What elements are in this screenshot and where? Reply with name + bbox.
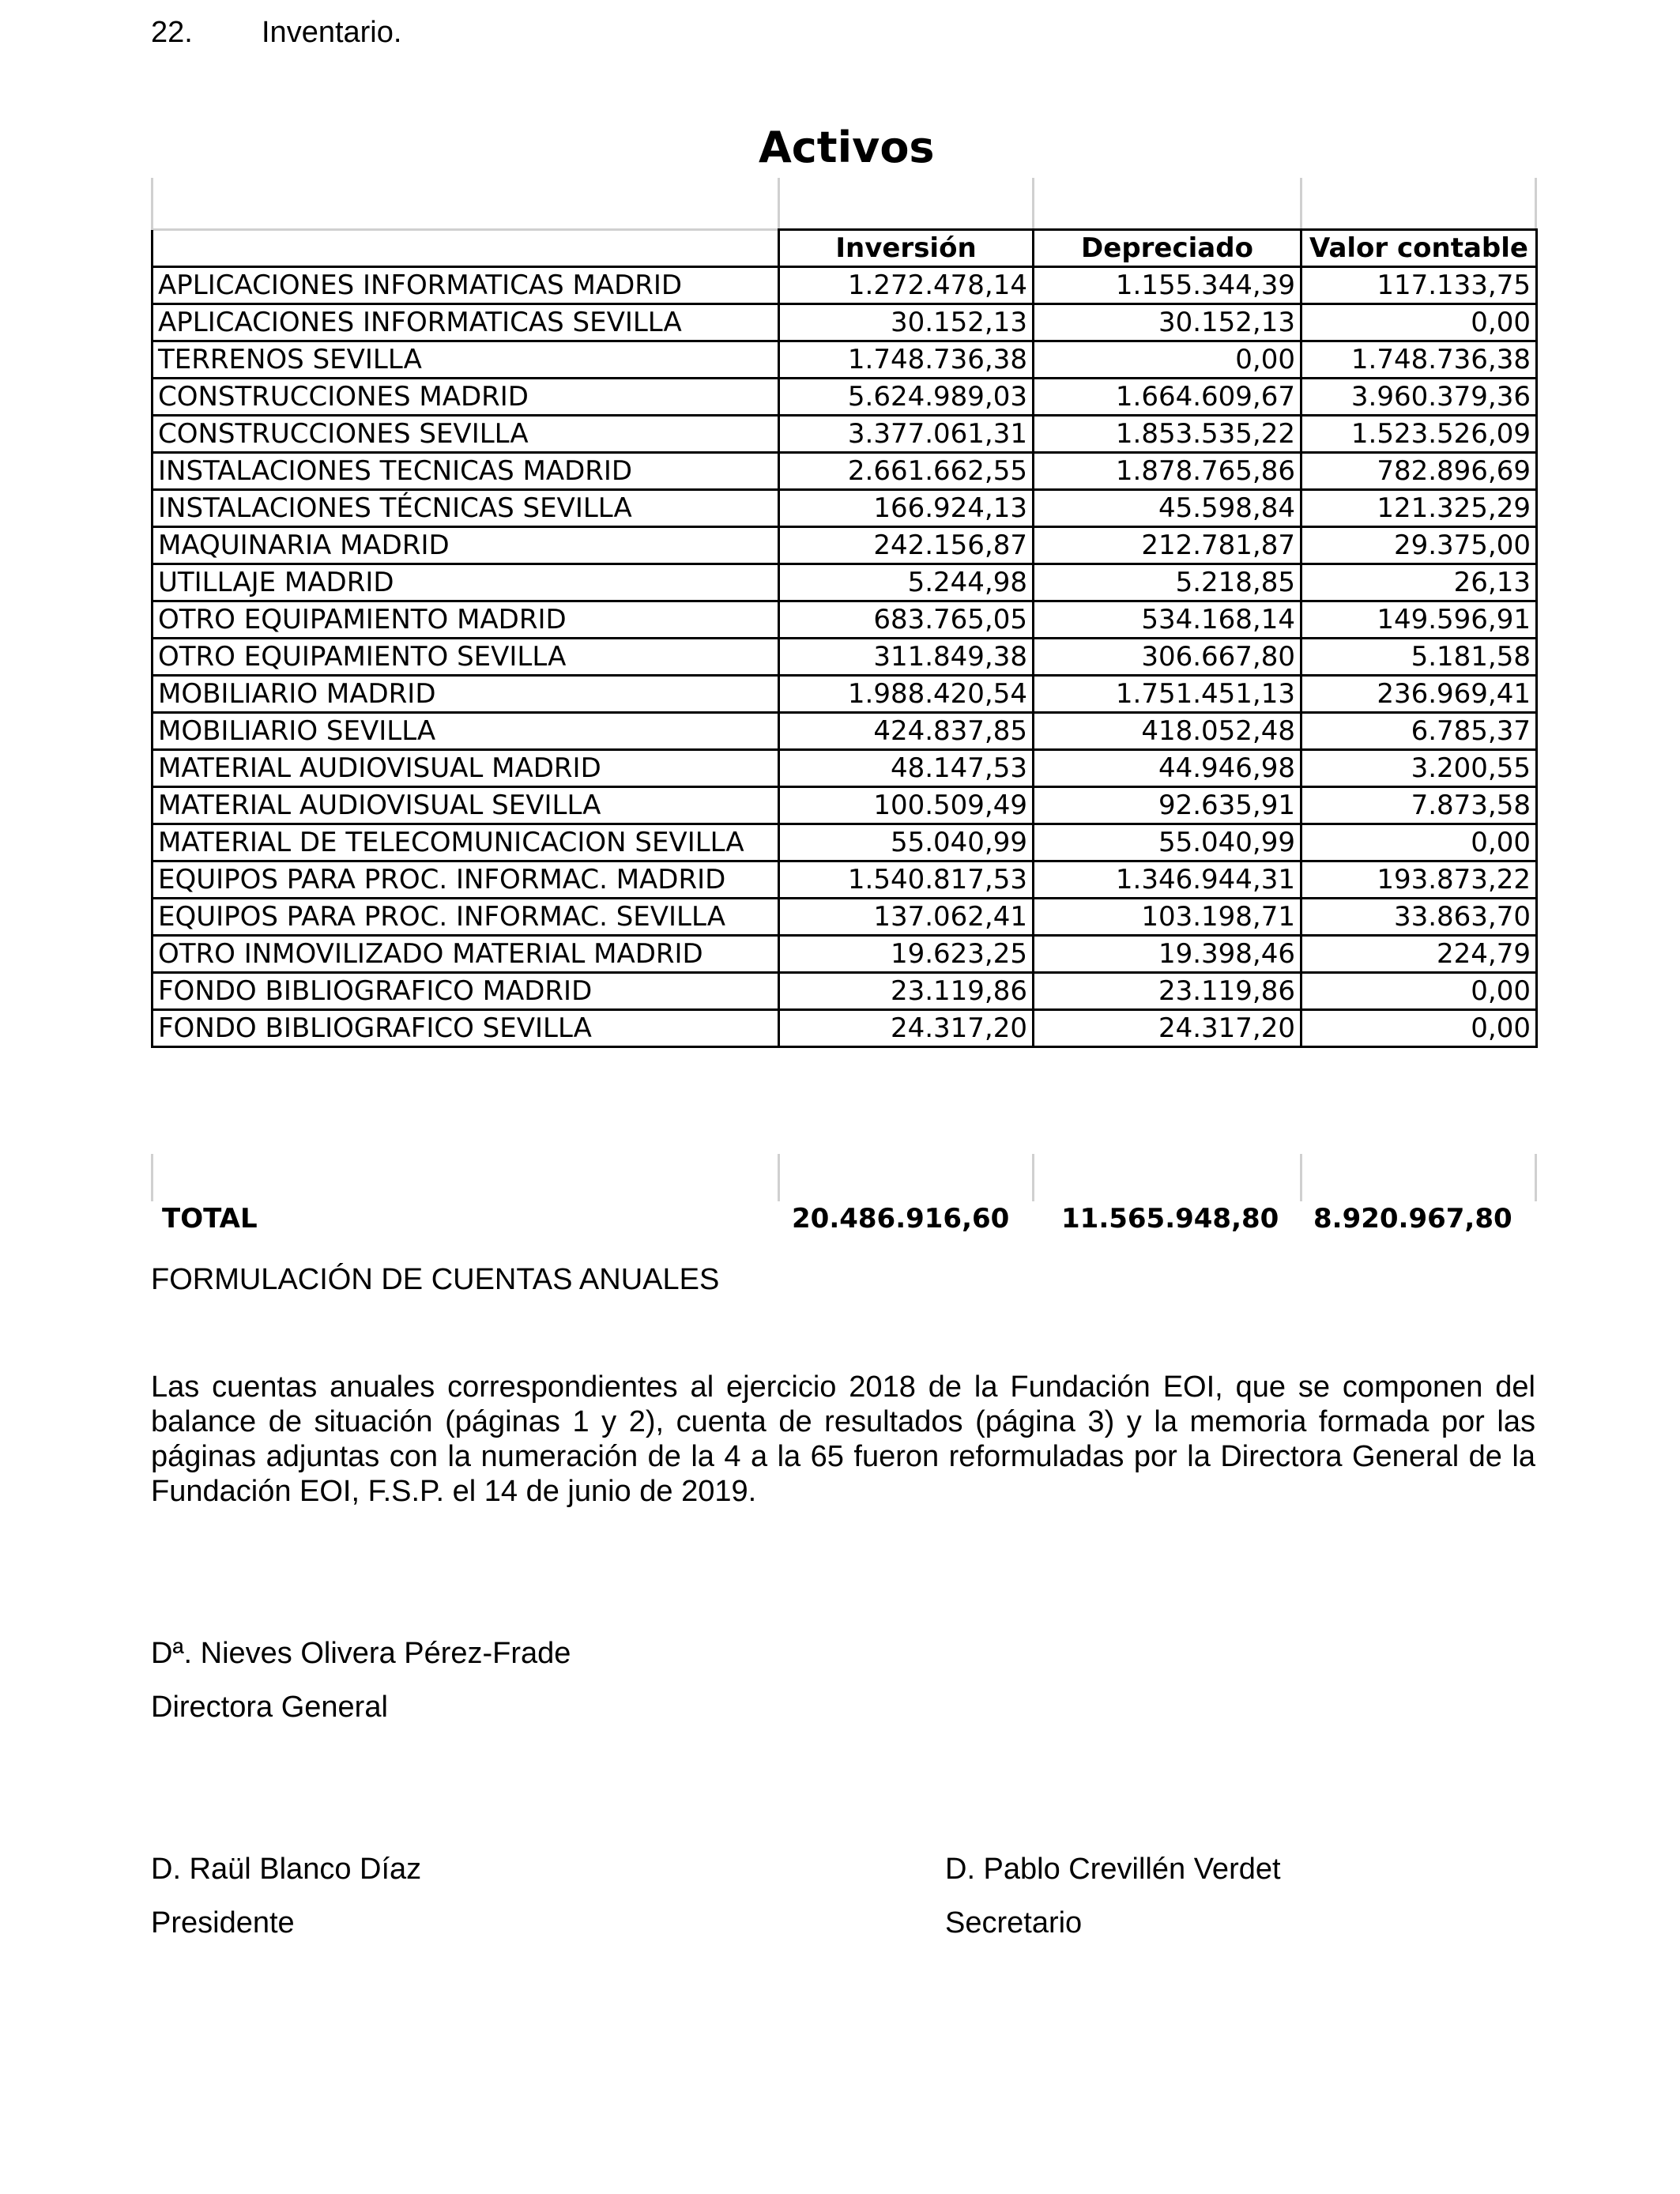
inversion-cell: 1.988.420,54 bbox=[779, 676, 1034, 713]
table-body bbox=[153, 267, 1537, 1047]
valor-contable-cell: 0,00 bbox=[1301, 824, 1537, 861]
valor-contable-cell: 236.969,41 bbox=[1301, 676, 1537, 713]
asset-name: MOBILIARIO SEVILLA bbox=[153, 713, 779, 750]
inversion-cell: 311.849,38 bbox=[779, 639, 1034, 676]
asset-name: EQUIPOS PARA PROC. INFORMAC. SEVILLA bbox=[153, 899, 779, 936]
depreciado-cell: 1.664.609,67 bbox=[1034, 379, 1301, 416]
table-row bbox=[153, 1010, 1537, 1047]
inversion-cell: 100.509,49 bbox=[779, 787, 1034, 824]
valor-contable-cell: 1.523.526,09 bbox=[1301, 416, 1537, 453]
asset-name: CONSTRUCCIONES MADRID bbox=[153, 379, 779, 416]
depreciado-cell: 55.040,99 bbox=[1034, 824, 1301, 861]
asset-name: FONDO BIBLIOGRAFICO MADRID bbox=[153, 973, 779, 1010]
total-inversion: 20.486.916,60 bbox=[792, 1203, 1010, 1235]
valor-contable-cell: 3.200,55 bbox=[1301, 750, 1537, 787]
table-row bbox=[153, 416, 1537, 453]
header-valor-contable: Valor contable bbox=[1301, 230, 1537, 267]
asset-name: OTRO INMOVILIZADO MATERIAL MADRID bbox=[153, 936, 779, 973]
table-row bbox=[153, 750, 1537, 787]
asset-name: EQUIPOS PARA PROC. INFORMAC. MADRID bbox=[153, 861, 779, 899]
valor-contable-cell: 0,00 bbox=[1301, 1010, 1537, 1047]
asset-name: APLICACIONES INFORMATICAS MADRID bbox=[153, 267, 779, 304]
asset-name: INSTALACIONES TECNICAS MADRID bbox=[153, 453, 779, 490]
secretario-name: D. Pablo Crevillén Verdet bbox=[945, 1853, 1281, 1886]
header-empty bbox=[153, 230, 779, 267]
inversion-cell: 424.837,85 bbox=[779, 713, 1034, 750]
formulacion-paragraph bbox=[151, 1370, 1535, 1509]
table-row bbox=[153, 639, 1537, 676]
table-row bbox=[153, 490, 1537, 527]
asset-name: MATERIAL AUDIOVISUAL SEVILLA bbox=[153, 787, 779, 824]
paragraph-line: Fundación EOI, F.S.P. el 14 de junio de 2019. bbox=[151, 1475, 757, 1508]
inversion-cell: 1.540.817,53 bbox=[779, 861, 1034, 899]
inversion-cell: 1.748.736,38 bbox=[779, 341, 1034, 379]
presidente-role: Presidente bbox=[151, 1906, 295, 1940]
table-row bbox=[153, 676, 1537, 713]
depreciado-cell: 1.878.765,86 bbox=[1034, 453, 1301, 490]
depreciado-cell: 534.168,14 bbox=[1034, 601, 1301, 639]
total-label: TOTAL bbox=[162, 1203, 258, 1235]
table-row bbox=[153, 936, 1537, 973]
table-row bbox=[153, 379, 1537, 416]
inversion-cell: 30.152,13 bbox=[779, 304, 1034, 341]
inversion-cell: 5.624.989,03 bbox=[779, 379, 1034, 416]
table-row bbox=[153, 713, 1537, 750]
depreciado-cell: 1.346.944,31 bbox=[1034, 861, 1301, 899]
section-title: Inventario. bbox=[262, 16, 402, 49]
valor-contable-cell: 1.748.736,38 bbox=[1301, 341, 1537, 379]
inversion-cell: 5.244,98 bbox=[779, 564, 1034, 601]
inversion-cell: 24.317,20 bbox=[779, 1010, 1034, 1047]
asset-name: OTRO EQUIPAMIENTO SEVILLA bbox=[153, 639, 779, 676]
valor-contable-cell: 29.375,00 bbox=[1301, 527, 1537, 564]
depreciado-cell: 45.598,84 bbox=[1034, 490, 1301, 527]
assets-table bbox=[151, 228, 1538, 1048]
depreciado-cell: 44.946,98 bbox=[1034, 750, 1301, 787]
asset-name: MATERIAL AUDIOVISUAL MADRID bbox=[153, 750, 779, 787]
table-row bbox=[153, 341, 1537, 379]
inversion-cell: 166.924,13 bbox=[779, 490, 1034, 527]
inversion-cell: 19.623,25 bbox=[779, 936, 1034, 973]
table-row bbox=[153, 899, 1537, 936]
table-header-row bbox=[153, 230, 1537, 267]
depreciado-cell: 418.052,48 bbox=[1034, 713, 1301, 750]
depreciado-cell: 1.155.344,39 bbox=[1034, 267, 1301, 304]
depreciado-cell: 5.218,85 bbox=[1034, 564, 1301, 601]
table-row bbox=[153, 787, 1537, 824]
inversion-cell: 55.040,99 bbox=[779, 824, 1034, 861]
asset-name: FONDO BIBLIOGRAFICO SEVILLA bbox=[153, 1010, 779, 1047]
valor-contable-cell: 33.863,70 bbox=[1301, 899, 1537, 936]
directora-role: Directora General bbox=[151, 1691, 388, 1724]
valor-contable-cell: 193.873,22 bbox=[1301, 861, 1537, 899]
depreciado-cell: 1.853.535,22 bbox=[1034, 416, 1301, 453]
valor-contable-cell: 782.896,69 bbox=[1301, 453, 1537, 490]
valor-contable-cell: 26,13 bbox=[1301, 564, 1537, 601]
valor-contable-cell: 6.785,37 bbox=[1301, 713, 1537, 750]
depreciado-cell: 92.635,91 bbox=[1034, 787, 1301, 824]
asset-name: MAQUINARIA MADRID bbox=[153, 527, 779, 564]
depreciado-cell: 19.398,46 bbox=[1034, 936, 1301, 973]
table-row bbox=[153, 304, 1537, 341]
header-inversion: Inversión bbox=[779, 230, 1034, 267]
table-row bbox=[153, 564, 1537, 601]
inversion-cell: 1.272.478,14 bbox=[779, 267, 1034, 304]
valor-contable-cell: 0,00 bbox=[1301, 304, 1537, 341]
presidente-name: D. Raül Blanco Díaz bbox=[151, 1853, 422, 1886]
asset-name: OTRO EQUIPAMIENTO MADRID bbox=[153, 601, 779, 639]
inversion-cell: 48.147,53 bbox=[779, 750, 1034, 787]
inversion-cell: 137.062,41 bbox=[779, 899, 1034, 936]
depreciado-cell: 103.198,71 bbox=[1034, 899, 1301, 936]
section-number: 22. bbox=[151, 16, 193, 49]
valor-contable-cell: 3.960.379,36 bbox=[1301, 379, 1537, 416]
asset-name: CONSTRUCCIONES SEVILLA bbox=[153, 416, 779, 453]
depreciado-cell: 23.119,86 bbox=[1034, 973, 1301, 1010]
table-row bbox=[153, 267, 1537, 304]
directora-name: Dª. Nieves Olivera Pérez-Frade bbox=[151, 1637, 571, 1670]
table-row bbox=[153, 861, 1537, 899]
valor-contable-cell: 121.325,29 bbox=[1301, 490, 1537, 527]
asset-name: APLICACIONES INFORMATICAS SEVILLA bbox=[153, 304, 779, 341]
valor-contable-cell: 224,79 bbox=[1301, 936, 1537, 973]
depreciado-cell: 306.667,80 bbox=[1034, 639, 1301, 676]
inversion-cell: 2.661.662,55 bbox=[779, 453, 1034, 490]
table-row bbox=[153, 973, 1537, 1010]
asset-name: MOBILIARIO MADRID bbox=[153, 676, 779, 713]
table-row bbox=[153, 824, 1537, 861]
paragraph-line: páginas adjuntas con la numeración de la 4 a la 65 fueron reformuladas por la Directora General de la bbox=[151, 1440, 1535, 1473]
depreciado-cell: 30.152,13 bbox=[1034, 304, 1301, 341]
valor-contable-cell: 117.133,75 bbox=[1301, 267, 1537, 304]
asset-name: MATERIAL DE TELECOMUNICACION SEVILLA bbox=[153, 824, 779, 861]
table-row bbox=[153, 601, 1537, 639]
valor-contable-cell: 0,00 bbox=[1301, 973, 1537, 1010]
total-depreciado: 11.565.948,80 bbox=[1061, 1203, 1279, 1235]
table-row bbox=[153, 527, 1537, 564]
valor-contable-cell: 5.181,58 bbox=[1301, 639, 1537, 676]
valor-contable-cell: 7.873,58 bbox=[1301, 787, 1537, 824]
inversion-cell: 242.156,87 bbox=[779, 527, 1034, 564]
table-title: Activos bbox=[759, 123, 935, 172]
depreciado-cell: 1.751.451,13 bbox=[1034, 676, 1301, 713]
inversion-cell: 3.377.061,31 bbox=[779, 416, 1034, 453]
depreciado-cell: 212.781,87 bbox=[1034, 527, 1301, 564]
depreciado-cell: 0,00 bbox=[1034, 341, 1301, 379]
asset-name: INSTALACIONES TÉCNICAS SEVILLA bbox=[153, 490, 779, 527]
valor-contable-cell: 149.596,91 bbox=[1301, 601, 1537, 639]
secretario-role: Secretario bbox=[945, 1906, 1083, 1940]
asset-name: UTILLAJE MADRID bbox=[153, 564, 779, 601]
paragraph-line: balance de situación (páginas 1 y 2), cuenta de resultados (página 3) y la memoria formada por las bbox=[151, 1405, 1535, 1438]
paragraph-line: Las cuentas anuales correspondientes al ejercicio 2018 de la Fundación EOI, que se componen del bbox=[151, 1370, 1535, 1404]
header-depreciado: Depreciado bbox=[1034, 230, 1301, 267]
asset-name: TERRENOS SEVILLA bbox=[153, 341, 779, 379]
formulacion-heading: FORMULACIÓN DE CUENTAS ANUALES bbox=[151, 1263, 720, 1296]
total-valor-contable: 8.920.967,80 bbox=[1313, 1203, 1512, 1235]
inversion-cell: 23.119,86 bbox=[779, 973, 1034, 1010]
table-row bbox=[153, 453, 1537, 490]
depreciado-cell: 24.317,20 bbox=[1034, 1010, 1301, 1047]
inversion-cell: 683.765,05 bbox=[779, 601, 1034, 639]
